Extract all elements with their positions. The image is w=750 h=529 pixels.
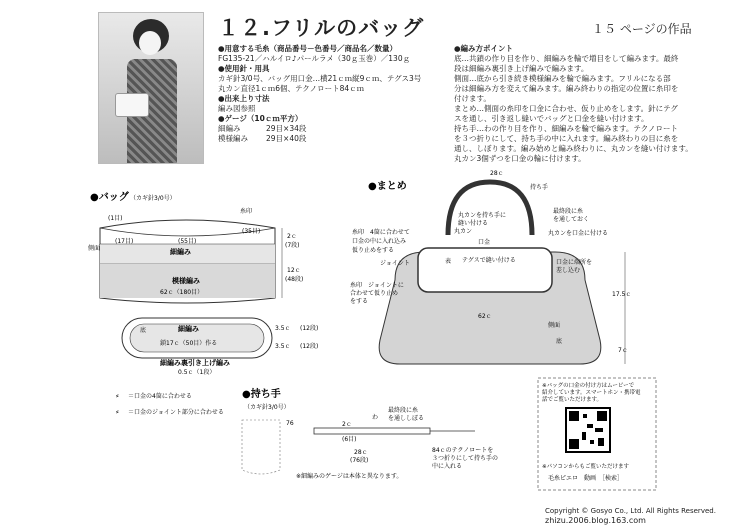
- handle-title: ●持ち手: [242, 389, 281, 400]
- point-line: 付けます。: [454, 94, 491, 103]
- matome-w28: 28ｃ: [490, 170, 504, 177]
- yarn-heading: ●用意する毛糸（商品番号－色番号／商品名／数量）: [218, 44, 398, 53]
- base-label-ura: 細編み裏引き上げ編み: [160, 359, 230, 367]
- matome-marukan-note1: 丸カンを持ち手に: [458, 212, 507, 219]
- matome-soko: 底: [556, 338, 563, 345]
- handle-dan76: (76段): [350, 457, 369, 464]
- point-line: まとめ…側面の糸印を口金に合わせ、仮り止めをします。針にテグ: [454, 104, 678, 113]
- tools-heading: ●使用針・用具: [218, 64, 270, 73]
- handle-dan6: (6目): [342, 436, 357, 443]
- handle-c28: 28ｃ: [354, 449, 368, 456]
- matome-title: ●まとめ: [368, 181, 407, 192]
- matome-h7: 7ｃ: [618, 347, 628, 354]
- base-label-hosoami: 細編み: [178, 325, 199, 333]
- matome-tegusu: テグスで縫い付ける: [462, 257, 516, 264]
- matome-saishuu2: を通しておく: [553, 216, 590, 223]
- bag-label-48: (48段): [285, 276, 304, 283]
- frame-shape: [418, 248, 552, 292]
- yarn-value: FG135-21／ハルイロ♪パールラメ（30ｇ玉巻）／130ｇ: [218, 54, 411, 63]
- matome-mochite: 持ち手: [530, 184, 549, 191]
- base-label-soko: 底: [140, 327, 147, 334]
- handle-chart: [242, 420, 280, 474]
- bag-needle: （カギ針3/0号）: [130, 195, 176, 202]
- matome-joint: ジョイント: [380, 260, 410, 267]
- page-title: １２.フリルのバッグ: [218, 16, 425, 40]
- matome-marukan-kuchi: 丸カンを口金に付ける: [548, 230, 609, 237]
- base-label-3-5b: 3.5ｃ: [275, 343, 291, 350]
- bag-label-1row: (1目): [108, 215, 123, 222]
- bag-label-itoshirushi: 糸印: [240, 208, 253, 215]
- matome-yoko2: 差し込む: [556, 267, 581, 274]
- bag-label-7dan: (7段): [285, 242, 300, 249]
- points-heading: ●編み方ポイント: [454, 44, 514, 53]
- matome-joint-note1: 糸印 ジョイントに: [350, 282, 404, 289]
- size-value: 編み図参照: [218, 104, 256, 113]
- copyright: Copyright © Gosyo Co., Ltd. All Rights Reserved.: [545, 507, 716, 515]
- handle-saishuu1: 最終段に糸: [388, 407, 419, 414]
- qr-note2: 紹介しています。スマートホン・携帯電: [542, 390, 641, 396]
- point-line: 持ち手…わの作り目を作り、細編みを輪で編みます。テクノロート: [454, 124, 678, 133]
- matome-marukan: 丸カン: [454, 228, 473, 235]
- site-url[interactable]: zhizu.2006.blog.163.com: [545, 516, 646, 525]
- matome-marukan-note2: 縫い付ける: [458, 220, 489, 227]
- bag-label-hosoami: 細編み: [170, 248, 191, 256]
- base-label-12dan-b: (12段): [300, 343, 319, 350]
- point-line: 側面…底から引き続き模様編みを輪で編みます。フリルになる部: [454, 74, 671, 83]
- size-heading: ●出来上り寸法: [218, 94, 270, 103]
- base-label-kusari: 鎖17ｃ（50目）作る: [160, 340, 218, 347]
- bag-label-12c: 12ｃ: [287, 267, 301, 274]
- point-line: 丸カン3個ずつを口金の輪に付けます。: [454, 154, 586, 163]
- tools-line-2: 丸カン直径1ｃｍ6個、テクノロート84ｃｍ: [218, 84, 365, 93]
- matome-yoko: 口金に端所を: [556, 259, 593, 266]
- bag-label-62: 62ｃ（180目）: [160, 289, 204, 296]
- gauge-row-2: 模様編み 29目×40段: [218, 134, 307, 143]
- bag-label-moyou: 模様編み: [172, 277, 200, 285]
- matome-omote: 表: [445, 258, 452, 265]
- point-line: 通し、しぼります。編み始めと編み終わりに、丸カンを縫い付けます。: [454, 144, 693, 153]
- matome-sokumen: 側面: [548, 322, 561, 329]
- base-label-0-5: 0.5ｃ（1段）: [178, 369, 216, 376]
- bag-label-35: (35目): [242, 228, 261, 235]
- qr-pc: ※パソコンからもご覧いただけます: [542, 464, 629, 470]
- handle-wa: わ: [372, 414, 379, 421]
- bag-label-55: (55目): [178, 238, 197, 245]
- point-line: スを通し、引き返し縫いでバッグと口金を縫い付けます。: [454, 114, 649, 123]
- bag-label-2c: 2ｃ: [287, 233, 297, 240]
- base-label-12dan-a: (12段): [300, 325, 319, 332]
- matome-kuchigane: 口金: [478, 239, 491, 246]
- bag-label-17: (17目): [115, 238, 134, 245]
- handle-techno3: 中に入れる: [432, 463, 463, 470]
- handle-gauge-note: ※細編みのゲージは本体と異なります。: [296, 473, 403, 480]
- handle-techno2: ３つ折りにして持ち手の: [432, 455, 499, 462]
- qr-search[interactable]: 毛糸ピエロ 動画 ［検索］: [548, 475, 624, 482]
- legend-1: ＝口金の4箇に合わせる: [128, 393, 192, 400]
- tools-line-1: カギ針3/0号、バッグ用口金…横21ｃｍ縦9ｃｍ、テグス3号: [218, 74, 422, 83]
- handle-techno1: 84ｃのテクノロートを: [432, 447, 494, 454]
- matome-itoshirushi1: 糸印 4箇に合わせて: [352, 229, 410, 236]
- matome-h17: 17.5ｃ: [612, 291, 632, 298]
- handle-c2: 2ｃ: [342, 421, 352, 428]
- handle-saishuu2: を通ししぼる: [388, 415, 425, 422]
- bag-diagram-title: ●バッグ: [90, 192, 129, 203]
- legend-mark-2: ⸗: [116, 407, 119, 416]
- base-label-3-5a: 3.5ｃ: [275, 325, 291, 332]
- handle-needle: （カギ針3/0号）: [244, 404, 290, 411]
- legend-2: ＝口金のジョイント部分に合わせる: [128, 409, 224, 416]
- gauge-heading: ●ゲージ（10ｃｍ平方）: [218, 114, 303, 123]
- point-line: 分は細編み方を変えて編みます。編み終わりの指定の位置に糸印を: [454, 84, 679, 93]
- point-line: を３つ折りにして、持ち手の中に入れます。編み終わりの目に糸を: [454, 134, 679, 143]
- handle-num76: 76: [286, 420, 294, 427]
- bag-label-sokumen: 側面: [88, 245, 101, 252]
- gauge-row-1: 細編み 29目×34段: [218, 124, 307, 133]
- matome-saishuu1: 最終段に糸: [553, 208, 584, 215]
- point-line: 底…共鎖の作り目を作り、細編みを輪で増目をして編みます。最終: [454, 54, 679, 63]
- qr-note1: ※バッグの口金の付け方はムービーで: [542, 383, 635, 389]
- matome-itoshirushi2: 口金の中に入れ込み: [352, 238, 407, 245]
- matome-joint-note3: をする: [350, 298, 369, 305]
- page-reference: １５ ページの作品: [592, 22, 692, 36]
- matome-w62: 62ｃ: [478, 313, 492, 320]
- point-line: 段は細編み裏引き上げ編みで編みます。: [454, 64, 589, 73]
- handle-tube: [314, 428, 430, 434]
- legend-mark-1: ⸗: [116, 391, 119, 400]
- matome-joint-note2: 合わせて仮り止め: [350, 290, 399, 297]
- qr-note3: 話でご覧いただけます。: [542, 397, 603, 403]
- matome-itoshirushi3: 仮り止めをする: [352, 247, 395, 254]
